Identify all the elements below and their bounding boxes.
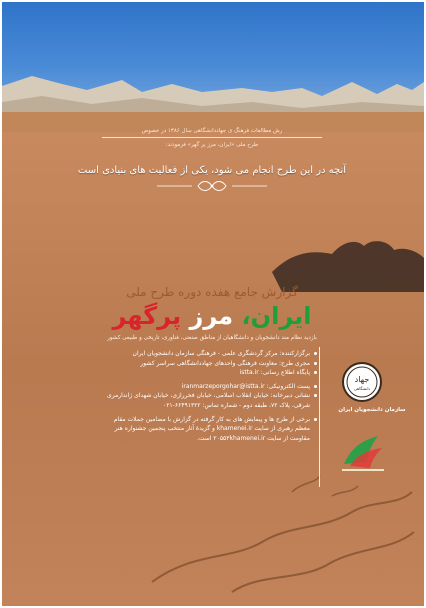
jihad-logo-word: جهاد bbox=[354, 375, 370, 384]
email-text: پست الکترونیکی: iranmarzeporgohar@istta.ir bbox=[102, 382, 317, 392]
executor-text: مجری طرح: معاونت فرهنگی واحدهای جهاددانشگاهی سراسر کشور bbox=[102, 359, 317, 369]
website-text: پایگاه اطلاع رسانی: istta.ir bbox=[102, 368, 317, 378]
intro-line-2: طرح ملی «ایران، مرز پر گهر» فرمودند: bbox=[165, 142, 259, 148]
intro-line-1: رش مطالعات فرهنگ ی جهاددانشگاهی سال ۱۳۸۶ در خصوص bbox=[141, 128, 283, 134]
poster bbox=[2, 2, 424, 606]
jihad-daneshgahi-logo bbox=[342, 362, 382, 402]
intro-divider bbox=[102, 137, 322, 138]
brand-word-marz: مرز bbox=[189, 302, 234, 330]
headline-quote: آنچه در این طرح انجام می شود، یکی از فعالیت های بنیادی است bbox=[77, 165, 347, 176]
report-title: گزارش جامع هفده دوره طرح ملی bbox=[126, 285, 298, 299]
note-text: برخی از طرح ها و پیمایش های به کار گرفته در گزارش با مضامین جملات مقام معظم رهبری از سایت khamenei.ir و گزیدهٔ آثار منتخب پنجمین جشنواره هنر مقاومت از سایت ۲۰۵۵۳khamenei.ir است. bbox=[102, 415, 317, 444]
address-text: نشانی دبیرخانه: خیابان انقلاب اسلامی، خیابان فخررازی، خیابان شهدای ژاندارمری شرقی، پلاک ۷۲، طبقه دوم - شماره تماس: ۶۶۴۹۱۳۲۲-۰۲۱ bbox=[102, 391, 317, 410]
organizer-text: برگزارکننده: مرکز گردشگری علمی - فرهنگی سازمان دانشجویان ایران bbox=[102, 349, 317, 359]
shadow-silhouette bbox=[272, 232, 424, 292]
subtitle: بازدید نظام مند دانشجویان و دانشگاهیان از مناطق صنعتی، فناوری، تاریخی و طبیعی کشور bbox=[107, 335, 317, 341]
info-block bbox=[102, 349, 317, 443]
ornament-icon bbox=[152, 179, 272, 193]
org-name: سازمان دانشجویان ایران bbox=[338, 407, 406, 413]
brand-word-iran: ایران، bbox=[241, 302, 312, 330]
jihad-logo-subword: دانشگاهی bbox=[353, 386, 371, 391]
marz-porgohar-logo bbox=[338, 426, 388, 476]
brand-word-porgohar: پرگهر bbox=[112, 302, 182, 330]
brand-title bbox=[62, 302, 362, 330]
intro-quote bbox=[62, 127, 362, 149]
column-divider bbox=[319, 347, 320, 487]
cliffs-illustration bbox=[2, 62, 424, 132]
logos-column bbox=[332, 362, 412, 492]
